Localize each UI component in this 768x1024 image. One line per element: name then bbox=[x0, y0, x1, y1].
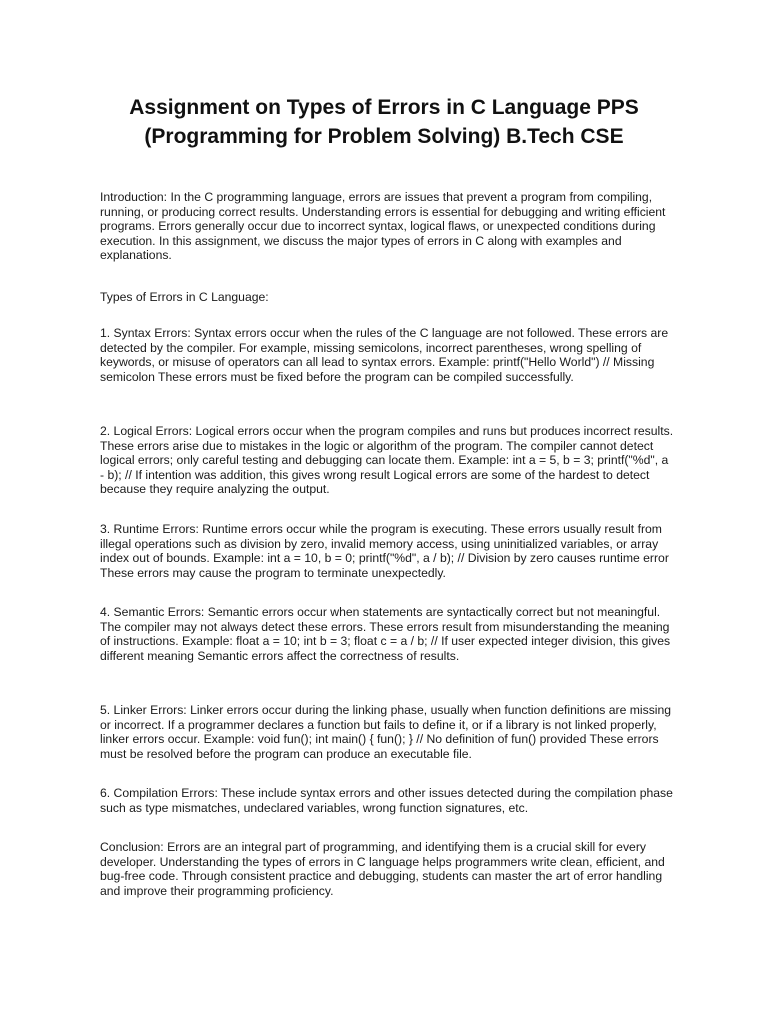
semantic-errors-paragraph: 4. Semantic Errors: Semantic errors occur when statements are syntactically correct but not meaningful. The compiler may not always detect these errors. These errors result from misunderstanding the meaning of instructions. Example: float a = 10; int b = 3; float c = a / b; // If user expected integer division, this gives different meaning Semantic errors affect the correctness of results. bbox=[100, 605, 671, 663]
document-title: Assignment on Types of Errors in C Language PPS (Programming for Problem Solving) B.Tech CSE bbox=[129, 96, 639, 148]
types-heading: Types of Errors in C Language: bbox=[100, 290, 269, 304]
compilation-errors-paragraph: 6. Compilation Errors: These include syntax errors and other issues detected during the compilation phase such as type mismatches, undeclared variables, wrong function signatures, etc. bbox=[100, 786, 673, 815]
introduction-paragraph: Introduction: In the C programming language, errors are issues that prevent a program from compiling, running, or producing correct results. Understanding errors is essential for debugging and writing efficient programs. Errors generally occur due to incorrect syntax, logical flaws, or unexpected conditions during execution. In this assignment, we discuss the major types of errors in C along with examples and explanations. bbox=[100, 190, 666, 263]
linker-errors-paragraph: 5. Linker Errors: Linker errors occur during the linking phase, usually when function definitions are missing or incorrect. If a programmer declares a function but fails to define it, or if a library is not linked properly, linker errors occur. Example: void fun(); int main() { fun(); } // No definition of fun() provided These errors must be resolved before the program can produce an executable file. bbox=[100, 703, 672, 761]
syntax-errors-paragraph: 1. Syntax Errors: Syntax errors occur when the rules of the C language are not followed. These errors are detected by the compiler. For example, missing semicolons, incorrect parentheses, wrong spelling of keywords, or misuse of operators can all lead to syntax errors. Example: printf("Hello World") // Missing semicolon These errors must be fixed before the program can be compiled successfully. bbox=[100, 326, 669, 384]
conclusion-paragraph: Conclusion: Errors are an integral part of programming, and identifying them is a crucial skill for every developer. Understanding the types of errors in C language helps programmers write clean, efficient, and bug-free code. Through consistent practice and debugging, students can master the art of error handling and improve their programming proficiency. bbox=[100, 840, 665, 898]
logical-errors-paragraph: 2. Logical Errors: Logical errors occur when the program compiles and runs but produces incorrect results. These errors arise due to mistakes in the logic or algorithm of the program. The compiler cannot detect logical errors; only careful testing and debugging can locate them. Example: int a = 5, b = 3; printf("%d", a - b); // If intention was addition, this gives wrong result Logical errors are some of the hardest to detect because they require analyzing the output. bbox=[100, 424, 674, 497]
runtime-errors-paragraph: 3. Runtime Errors: Runtime errors occur while the program is executing. These errors usually result from illegal operations such as division by zero, invalid memory access, using uninitialized variables, or array index out of bounds. Example: int a = 10, b = 0; printf("%d", a / b); // Division by zero causes runtime error These errors may cause the program to terminate unexpectedly. bbox=[100, 522, 669, 580]
